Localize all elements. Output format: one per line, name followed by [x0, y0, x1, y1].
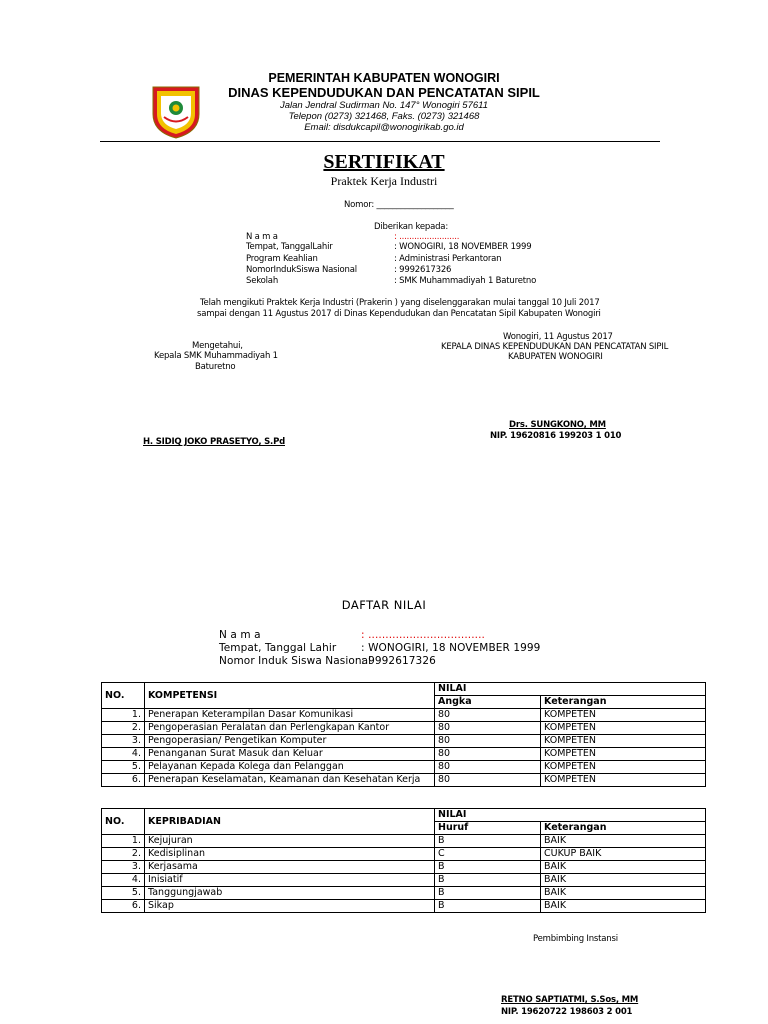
col-header-keterangan: Keterangan [541, 822, 706, 835]
right-signatory-name: Drs. SUNGKONO, MM [509, 420, 606, 430]
right-sign-line-2: KEPALA DINAS KEPENDUDUKAN DAN PENCATATAN SIPIL [441, 342, 669, 352]
cert-field-name-value: : ........................ [394, 232, 460, 242]
table-row [102, 748, 706, 761]
row-ket: BAIK [541, 861, 706, 874]
left-sign-line-1: Mengetahui, [192, 341, 243, 351]
grades-title: DAFTAR NILAI [341, 598, 427, 612]
table-row [102, 848, 706, 861]
table-row [102, 709, 706, 722]
row-item: Kerjasama [145, 861, 435, 874]
cert-field-school-value: : SMK Muhammadiyah 1 Baturetno [394, 276, 537, 286]
supervisor-nip: NIP. 19620722 198603 2 001 [501, 1007, 633, 1017]
row-item: Kedisiplinan [145, 848, 435, 861]
table-row [102, 835, 706, 848]
table-row [102, 761, 706, 774]
row-item: Penanganan Surat Masuk dan Keluar [145, 748, 435, 761]
row-no: 1. [102, 709, 145, 722]
row-no: 4. [102, 874, 145, 887]
given-to-label: Diberikan kepada: [374, 222, 448, 232]
row-no: 2. [102, 722, 145, 735]
supervisor-name: RETNO SAPTIATMI, S.Sos, MM [501, 995, 639, 1005]
col-header-angka: Angka [435, 696, 541, 709]
table-row [102, 900, 706, 913]
row-score: B [435, 900, 541, 913]
row-ket: BAIK [541, 887, 706, 900]
certificate-subtitle: Praktek Kerja Industri [330, 174, 438, 188]
row-ket: KOMPETEN [541, 761, 706, 774]
certificate-number: Nomor: ___________________ [344, 200, 454, 210]
row-no: 5. [102, 887, 145, 900]
cert-field-nisn-value: : 9992617326 [394, 265, 452, 275]
certificate-title: SERTIFIKAT [323, 151, 445, 173]
row-no: 4. [102, 748, 145, 761]
cert-field-birth-value: : WONOGIRI, 18 NOVEMBER 1999 [394, 242, 532, 252]
personality-table [101, 808, 706, 913]
row-score: 80 [435, 722, 541, 735]
row-item: Inisiatif [145, 874, 435, 887]
cert-field-program-value: : Administrasi Perkantoran [394, 254, 502, 264]
grades-field-birth-value: : WONOGIRI, 18 NOVEMBER 1999 [361, 642, 541, 654]
supervisor-label: Pembimbing Instansi [533, 934, 618, 944]
row-no: 1. [102, 835, 145, 848]
row-score: B [435, 835, 541, 848]
statement-line-1: Telah mengikuti Praktek Kerja Industri (Prakerin ) yang diselenggarakan mulai tanggal 10 Juli 2017 [200, 298, 600, 308]
table-row [102, 722, 706, 735]
col-header-no: NO. [102, 809, 145, 835]
grades-field-nisn-value: : 9992617326 [361, 655, 436, 667]
row-no: 6. [102, 900, 145, 913]
header-phone: Telepon (0273) 321468, Faks. (0273) 321468 [288, 111, 480, 122]
header-email: Email: disdukcapil@wonogirikab.go.id [304, 122, 464, 133]
right-signatory-nip: NIP. 19620816 199203 1 010 [490, 431, 622, 441]
cert-field-name [246, 232, 278, 242]
row-item: Sikap [145, 900, 435, 913]
cert-field-program-label: Program Keahlian [246, 254, 318, 264]
field-label: N a m a [246, 232, 278, 242]
row-score: 80 [435, 748, 541, 761]
row-score: C [435, 848, 541, 861]
row-item: Penerapan Keselamatan, Keamanan dan Kesehatan Kerja [145, 774, 435, 787]
row-no: 5. [102, 761, 145, 774]
statement-line-2: sampai dengan 11 Agustus 2017 di Dinas Kependudukan dan Pencatatan Sipil Kabupaten Wonogiri [197, 309, 601, 319]
cert-field-nisn-label: NomorIndukSiswa Nasional [246, 265, 357, 275]
row-score: 80 [435, 735, 541, 748]
header-divider [100, 141, 660, 142]
row-score: 80 [435, 774, 541, 787]
table-row [102, 887, 706, 900]
col-header-nilai: NILAI [435, 683, 706, 696]
competency-table [101, 682, 706, 787]
header-agency: DINAS KEPENDUDUKAN DAN PENCATATAN SIPIL [228, 85, 540, 100]
row-score: B [435, 887, 541, 900]
col-header-competency: KOMPETENSI [145, 683, 435, 709]
grades-field-name-label: N a m a [219, 629, 261, 641]
row-ket: BAIK [541, 835, 706, 848]
row-ket: KOMPETEN [541, 709, 706, 722]
table-row [102, 874, 706, 887]
table-row [102, 861, 706, 874]
grades-field-nisn-label: Nomor Induk Siswa Nasional [219, 655, 372, 667]
row-score: 80 [435, 761, 541, 774]
cert-field-birth-label: Tempat, TanggalLahir [246, 242, 333, 252]
header-government: PEMERINTAH KABUPATEN WONOGIRI [268, 71, 500, 85]
row-ket: CUKUP BAIK [541, 848, 706, 861]
left-sign-line-2: Kepala SMK Muhammadiyah 1 [154, 351, 278, 361]
row-score: B [435, 874, 541, 887]
col-header-huruf: Huruf [435, 822, 541, 835]
row-ket: KOMPETEN [541, 735, 706, 748]
header-address: Jalan Jendral Sudirman No. 147° Wonogiri 57611 [280, 100, 488, 111]
row-item: Pengoperasian/ Pengetikan Komputer [145, 735, 435, 748]
right-sign-line-1: Wonogiri, 11 Agustus 2017 [503, 332, 613, 342]
row-no: 2. [102, 848, 145, 861]
row-ket: BAIK [541, 874, 706, 887]
row-item: Tanggungjawab [145, 887, 435, 900]
row-no: 6. [102, 774, 145, 787]
row-no: 3. [102, 735, 145, 748]
table-row [102, 735, 706, 748]
table-row [102, 774, 706, 787]
grades-field-name-value: : .................................. [361, 629, 485, 641]
grades-field-birth-label: Tempat, Tanggal Lahir [219, 642, 337, 654]
cert-field-school-label: Sekolah [246, 276, 279, 286]
row-ket: KOMPETEN [541, 774, 706, 787]
col-header-no: NO. [102, 683, 145, 709]
row-item: Penerapan Keterampilan Dasar Komunikasi [145, 709, 435, 722]
left-signatory-name: H. SIDIQ JOKO PRASETYO, S.Pd [143, 437, 285, 447]
row-item: Pengoperasian Peralatan dan Perlengkapan Kantor [145, 722, 435, 735]
col-header-keterangan: Keterangan [541, 696, 706, 709]
right-sign-line-3: KABUPATEN WONOGIRI [508, 352, 603, 362]
row-score: B [435, 861, 541, 874]
row-score: 80 [435, 709, 541, 722]
row-item: Pelayanan Kepada Kolega dan Pelanggan [145, 761, 435, 774]
row-no: 3. [102, 861, 145, 874]
row-ket: KOMPETEN [541, 748, 706, 761]
col-header-nilai: NILAI [435, 809, 706, 822]
row-ket: KOMPETEN [541, 722, 706, 735]
row-item: Kejujuran [145, 835, 435, 848]
row-ket: BAIK [541, 900, 706, 913]
col-header-personality: KEPRIBADIAN [145, 809, 435, 835]
left-sign-line-3: Baturetno [195, 362, 236, 372]
